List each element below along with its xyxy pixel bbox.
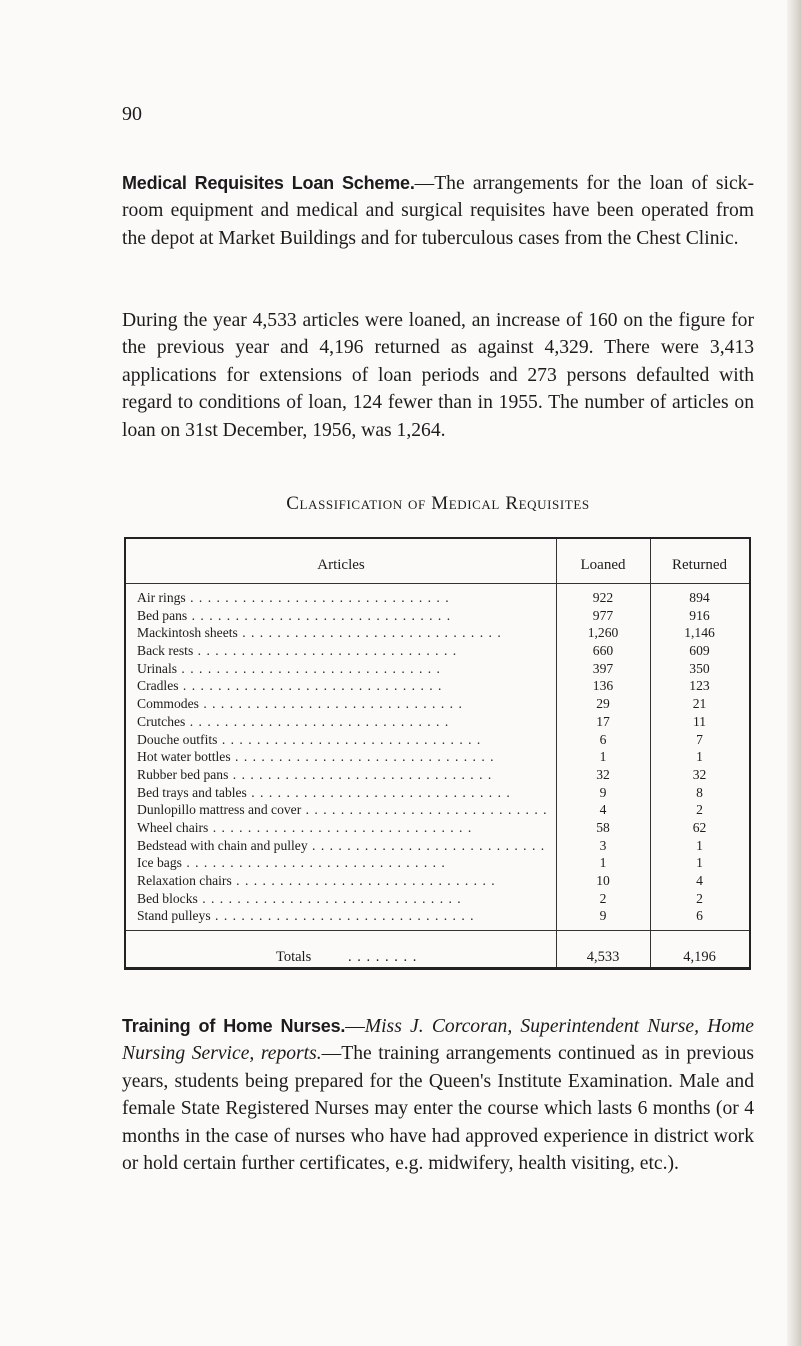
returned-value: 21: [692, 696, 707, 712]
totals-loaned: 4,533: [586, 949, 620, 965]
returned-value: 8: [696, 784, 703, 800]
table-row: [126, 607, 749, 625]
article-name: Commodes . .: [137, 695, 547, 713]
loaned-value: 17: [596, 713, 610, 729]
loaned-value: 9: [599, 908, 607, 924]
table-row: [126, 837, 749, 855]
article-name: Bed blocks . .: [137, 890, 547, 908]
article-name: Mackintosh sheets . .: [137, 624, 547, 642]
article-name: Air rings . .: [137, 589, 547, 607]
page-edge-shadow: [787, 0, 801, 1346]
article-name: Urinals . .: [137, 660, 547, 678]
loan-statistics-paragraph: During the year 4,533 articles were loaned, an increase of 160 on the figure for the previous year and 4,196 returned as against 4,329. There were 3,413 applications for extensions of loan periods and 273 persons defaulted with regard to conditions of loan, 124 fewer than in 1955. The number of articles on loan on 31st December, 1956, was 1,264.: [122, 310, 754, 441]
returned-value: 2: [696, 802, 703, 818]
column-header-returned: Returned: [672, 557, 727, 573]
loaned-value: 1,260: [587, 625, 619, 641]
returned-value: 350: [689, 660, 710, 676]
returned-value: 1: [696, 837, 703, 853]
home-nurses-paragraph: [122, 1013, 754, 1177]
table-row: [126, 589, 749, 607]
returned-value: 62: [692, 819, 707, 835]
table-row: [126, 731, 749, 749]
loaned-value: 977: [592, 607, 614, 623]
table-body: [126, 589, 749, 925]
loaned-value: 10: [596, 873, 610, 888]
article-name: Back rests . .: [137, 642, 547, 660]
loaned-value: 58: [596, 819, 610, 835]
article-name: Rubber bed pans . .: [137, 766, 547, 784]
column-header-loaned: Loaned: [580, 557, 626, 573]
article-name: Bed pans . .: [137, 607, 547, 625]
report-attribution: Miss J. Corcoran, Superintendent Nurse, Home Nursing Service, reports.: [122, 1016, 754, 1065]
returned-value: 894: [689, 590, 710, 605]
article-name: Dunlopillo mattress and cover . .: [137, 801, 547, 819]
returned-value: 1: [696, 749, 703, 765]
returned-value: 609: [689, 643, 710, 659]
loaned-value: 2: [599, 890, 607, 906]
heading-dash: —: [345, 1016, 365, 1037]
loaned-value: 397: [592, 660, 614, 676]
returned-value: 1: [696, 855, 703, 871]
column-header-articles: Articles: [317, 557, 365, 573]
home-nurses-heading: Training of Home Nurses.: [122, 1016, 346, 1036]
loaned-value: 32: [596, 766, 610, 782]
loaned-value: 1: [599, 749, 607, 765]
loaned-value: 136: [592, 678, 614, 694]
loaned-value: 3: [599, 837, 607, 853]
returned-value: 916: [689, 607, 710, 623]
loaned-value: 922: [592, 590, 614, 605]
table-row: [126, 907, 749, 925]
article-name: Bedstead with chain and pulley . .: [137, 837, 547, 855]
requisites-table: [124, 537, 751, 970]
loaned-value: 660: [592, 643, 614, 659]
totals-leader-dots: . . . . . . . .: [348, 949, 418, 965]
returned-value: 4: [696, 873, 703, 888]
table-row: [126, 660, 749, 678]
totals-row: [126, 949, 749, 969]
returned-value: 11: [692, 713, 707, 729]
returned-value: 1,146: [684, 625, 715, 641]
home-nurses-text: —The training arrangements continued as in previous years, students being prepared for the Queen's Institute Examination. Male and female State Registered Nurses may enter the course which lasts 6 months (or 4 months in the case of nurses who have had approved experience in district work or hold certain further certificates, e.g. midwifery, health visiting, etc.).: [122, 1043, 754, 1175]
article-name: Crutches . .: [137, 713, 547, 731]
table-row: [126, 854, 749, 872]
article-name: Cradles . .: [137, 677, 547, 695]
loan-scheme-text: —The arrangements for the loan of sick-room equipment and medical and surgical requisites have been operated from the depot at Market Buildings and for tuberculous cases from the Chest Clinic.: [122, 173, 754, 249]
table-row: [126, 748, 749, 766]
totals-label: Totals: [276, 949, 312, 965]
loaned-value: 9: [599, 784, 607, 800]
article-name: Ice bags . .: [137, 854, 547, 872]
header-divider: [126, 583, 749, 584]
page-number: 90: [122, 103, 142, 125]
returned-value: 7: [696, 731, 703, 747]
article-name: Bed trays and tables . .: [137, 784, 547, 802]
loan-scheme-heading: Medical Requisites Loan Scheme.: [122, 173, 415, 193]
article-name: Stand pulleys . .: [137, 907, 547, 925]
table-row: [126, 872, 749, 890]
loaned-value: 6: [599, 731, 607, 747]
loaned-value: 1: [599, 855, 607, 871]
loaned-value: 4: [599, 802, 607, 818]
article-name: Douche outfits . .: [137, 731, 547, 749]
table-row: [126, 801, 749, 819]
loan-scheme-paragraph: [122, 170, 754, 252]
totals-divider: [126, 930, 749, 931]
article-name: Relaxation chairs . .: [137, 872, 547, 890]
article-name: Hot water bottles . .: [137, 748, 547, 766]
returned-value: 123: [689, 678, 710, 694]
table-row: [126, 642, 749, 660]
table-row: [126, 819, 749, 837]
table-row: [126, 890, 749, 908]
table-row: [126, 784, 749, 802]
returned-value: 32: [692, 766, 707, 782]
totals-returned: 4,196: [683, 949, 716, 965]
table-title: Classification of Medical Requisites: [286, 493, 590, 514]
table-row: [126, 766, 749, 784]
loaned-value: 29: [596, 696, 610, 712]
returned-value: 6: [696, 908, 703, 924]
table-row: [126, 713, 749, 731]
table-row: [126, 624, 749, 642]
table-row: [126, 695, 749, 713]
table-row: [126, 677, 749, 695]
article-name: Wheel chairs . .: [137, 819, 547, 837]
returned-value: 2: [696, 890, 703, 906]
